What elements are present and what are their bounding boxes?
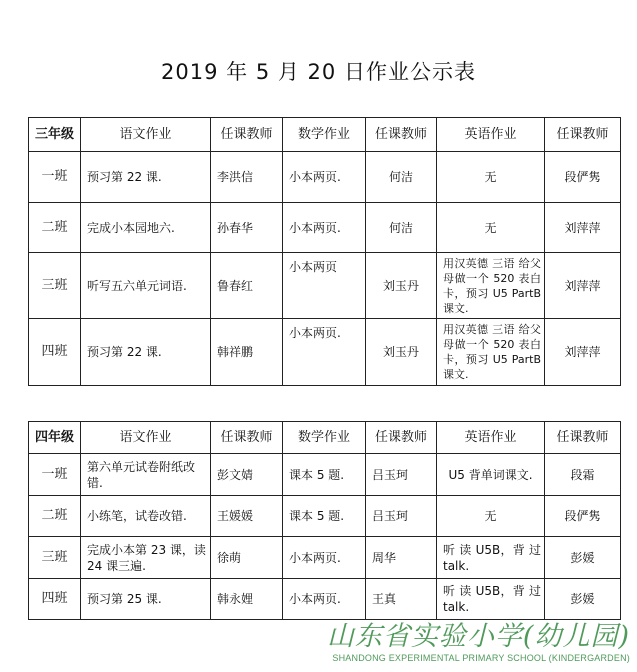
header-english: 英语作业 [437,422,545,454]
chinese-homework: 完成小本园地六. [81,203,211,253]
math-homework: 小本两页. [283,319,366,386]
grade3-homework-table [28,117,621,386]
header-teacher: 任课教师 [211,118,283,152]
teacher-name: 韩祥鹏 [211,319,283,386]
english-homework: 无 [437,152,545,203]
header-math: 数学作业 [283,422,366,454]
teacher-name: 何洁 [366,152,437,203]
header-teacher: 任课教师 [545,118,621,152]
header-teacher: 任课教师 [545,422,621,454]
teacher-name: 王真 [366,579,437,620]
table-row [29,319,621,386]
table-row [29,496,621,537]
grade-label: 三年级 [29,118,81,152]
english-homework: 用汉英德 三语 给父母做一个 520 表白卡，预习 U5 PartB课文. [437,253,545,319]
teacher-name: 吕玉珂 [366,496,437,537]
teacher-name: 刘萍萍 [545,319,621,386]
table-row [29,253,621,319]
header-teacher: 任课教师 [211,422,283,454]
teacher-name: 徐萌 [211,537,283,579]
teacher-name: 何洁 [366,203,437,253]
class-label: 三班 [29,537,81,579]
class-label: 一班 [29,152,81,203]
teacher-name: 彭媛 [545,537,621,579]
teacher-name: 刘玉丹 [366,253,437,319]
chinese-homework: 预习第 25 课. [81,579,211,620]
teacher-name: 王媛媛 [211,496,283,537]
math-homework: 小本两页. [283,537,366,579]
grade-label: 四年级 [29,422,81,454]
header-math: 数学作业 [283,118,366,152]
header-teacher: 任课教师 [366,118,437,152]
table-header-row [29,422,621,454]
header-chinese: 语文作业 [81,118,211,152]
teacher-name: 韩永娌 [211,579,283,620]
table-row [29,537,621,579]
table-row [29,454,621,496]
math-homework: 小本两页. [283,579,366,620]
school-logo [300,622,630,663]
teacher-name: 孙春华 [211,203,283,253]
math-homework: 小本两页. [283,152,366,203]
chinese-homework: 预习第 22 课. [81,152,211,203]
english-homework: U5 背单词课文. [437,454,545,496]
teacher-name: 段俨隽 [545,152,621,203]
chinese-homework: 预习第 22 课. [81,319,211,386]
teacher-name: 吕玉珂 [366,454,437,496]
teacher-name: 彭媛 [545,579,621,620]
table-row [29,203,621,253]
header-teacher: 任课教师 [366,422,437,454]
page-title: 2019 年 5 月 20 日作业公示表 [161,60,476,84]
school-name-chinese: 山东省实验小学(幼儿园) [326,621,630,652]
teacher-name: 鲁春红 [211,253,283,319]
teacher-name: 刘玉丹 [366,319,437,386]
header-english: 英语作业 [437,118,545,152]
teacher-name: 彭文婧 [211,454,283,496]
grade4-homework-table [28,421,621,620]
chinese-homework: 小练笔，试卷改错. [81,496,211,537]
class-label: 二班 [29,496,81,537]
class-label: 一班 [29,454,81,496]
english-homework: 听 读 U5B，背 过 talk. [437,537,545,579]
teacher-name: 周华 [366,537,437,579]
class-label: 四班 [29,579,81,620]
table-row [29,152,621,203]
english-homework: 听 读 U5B，背 过 talk. [437,579,545,620]
class-label: 三班 [29,253,81,319]
teacher-name: 段霜 [545,454,621,496]
class-label: 四班 [29,319,81,386]
teacher-name: 段俨隽 [545,496,621,537]
chinese-homework: 完成小本第 23 课，读 24 课三遍. [81,537,211,579]
chinese-homework: 听写五六单元词语. [81,253,211,319]
math-homework: 小本两页 [283,253,366,319]
teacher-name: 刘萍萍 [545,203,621,253]
table-row [29,579,621,620]
teacher-name: 刘萍萍 [545,253,621,319]
english-homework: 无 [437,496,545,537]
school-name-english: SHANDONG EXPERIMENTAL PRIMARY SCHOOL (KINDERGARDEN) [332,653,630,663]
teacher-name: 李洪信 [211,152,283,203]
header-chinese: 语文作业 [81,422,211,454]
math-homework: 课本 5 题. [283,496,366,537]
math-homework: 小本两页. [283,203,366,253]
english-homework: 无 [437,203,545,253]
table-header-row [29,118,621,152]
class-label: 二班 [29,203,81,253]
english-homework: 用汉英德 三语 给父母做一个 520 表白卡，预习 U5 PartB课文. [437,319,545,386]
chinese-homework: 第六单元试卷附纸改错. [81,454,211,496]
math-homework: 课本 5 题. [283,454,366,496]
